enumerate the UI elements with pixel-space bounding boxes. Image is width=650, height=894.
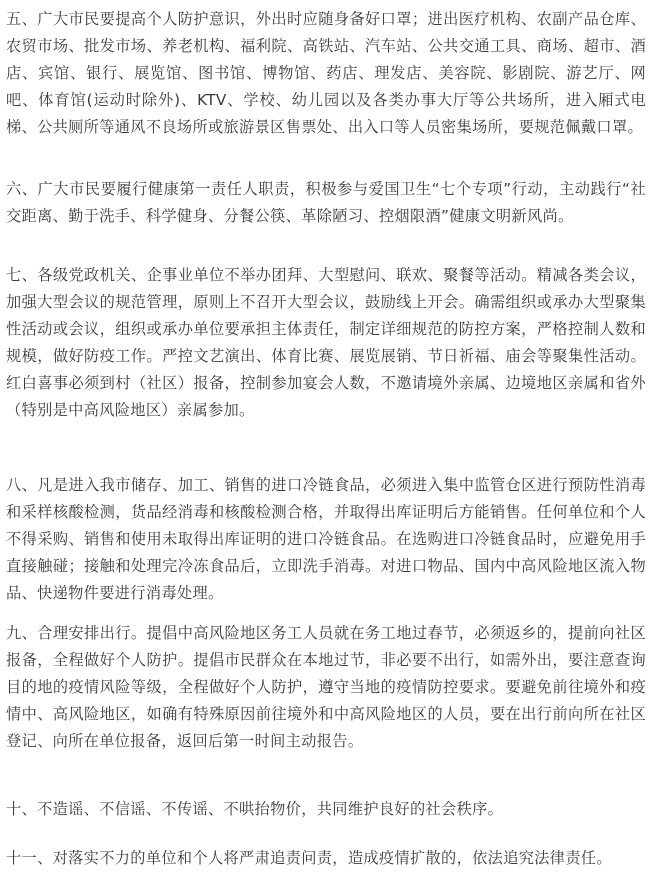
paragraph-9: 九、合理安排出行。提倡中高风险地区务工人员就在务工地过春节，必须返乡的，提前向社区报备，全程做好个人防护。提倡市民群众在本地过节，非必要不出行，如需外出，要注意查询目的地的疫情风险等级，全程做好个人防护，遵守当地的疫情防控要求。要避免前往境外和疫情中、高风险地区，如确有特殊原因前往境外和中高风险地区的人员，要在出行前向所在社区登记、向所在单位报备，返回后第一时间主动报告。 (6, 624, 646, 750)
paragraph-5: 五、广大市民要提高个人防护意识，外出时应随身备好口罩；进出医疗机构、农副产品仓库、农贸市场、批发市场、养老机构、福利院、高铁站、汽车站、公共交通工具、商场、超市、酒店、宾馆、银行、展览馆、图书馆、博物馆、药店、理发店、美容院、影剧院、游艺厅、网吧、体育馆(运动时除外)、KTV、学校、幼儿园以及各类办事大厅等公共场所，进入厢式电梯、公共厕所等通风不良场所或旅游景区售票处、出入口等人员密集场所，要规范佩戴口罩。 (6, 10, 646, 136)
paragraph-11: 十一、对落实不力的单位和个人将严肃追责问责，造成疫情扩散的，依法追究法律责任。 (6, 849, 612, 867)
paragraph-8: 八、凡是进入我市储存、加工、销售的进口冷链食品，必须进入集中监管仓区进行预防性消毒和采样核酸检测，货品经消毒和核酸检测合格，并取得出库证明后方能销售。任何单位和个人不得采购、销售和使用未取得出库证明的进口冷链食品。在选购进口冷链食品时，应避免用手直接触碰；接触和处理完冷冻食品后，立即洗手消毒。对进口物品、国内中高风险地区流入物品、快递物件要进行消毒处理。 (6, 476, 646, 602)
paragraph-6: 六、广大市民要履行健康第一责任人职责，积极参与爱国卫生“七个专项”行动，主动践行“社交距离、勤于洗手、科学健身、分餐公筷、革除陋习、控烟限酒”健康文明新风尚。 (6, 180, 646, 225)
paragraph-10: 十、不造谣、不信谣、不传谣、不哄抬物价，共同维护良好的社会秩序。 (6, 800, 504, 818)
paragraph-7: 七、各级党政机关、企事业单位不举办团拜、大型慰问、联欢、聚餐等活动。精减各类会议，加强大型会议的规范管理，原则上不召开大型会议，鼓励线上开会。确需组织或承办大型聚集性活动或会议，组织或承办单位要承担主体责任，制定详细规范的防控方案，严格控制人数和规模，做好防疫工作。严控文艺演出、体育比赛、展览展销、节日祈福、庙会等聚集性活动。红白喜事必须到村（社区）报备，控制参加宴会人数，不邀请境外亲属、边境地区亲属和省外（特别是中高风险地区）亲属参加。 (6, 266, 646, 419)
